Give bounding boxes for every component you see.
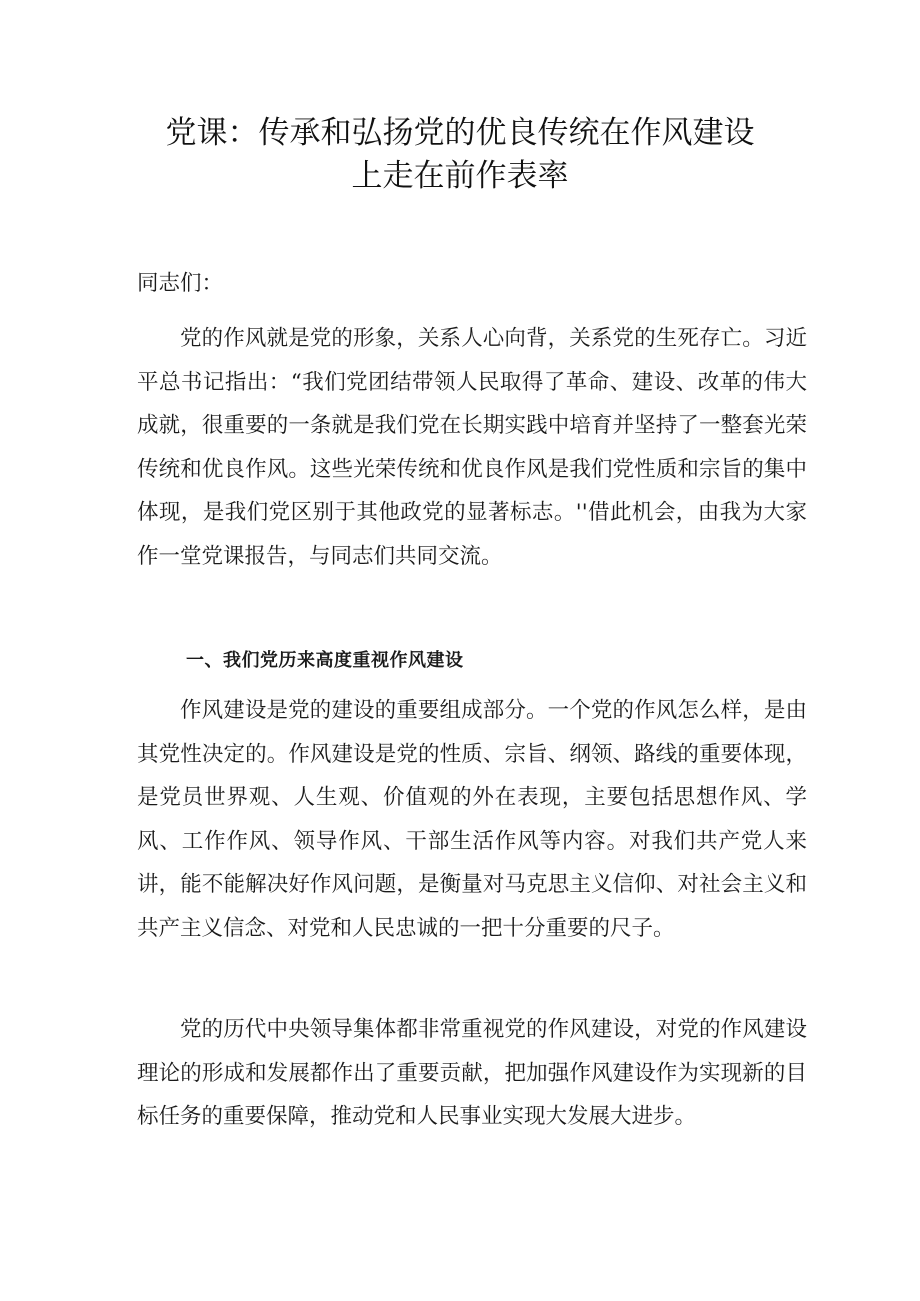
title-line-1: 党课：传承和弘扬党的优良传统在作风建设	[165, 115, 755, 151]
paragraph-intro: 党的作风就是党的形象，关系人心向背，关系党的生死存亡。习近平总书记指出：“我们党团结带领人民取得了革命、建设、改革的伟大成就，很重要的一条就是我们党在长期实践中培育并坚持了一整套光荣传统和优良作风。这些光荣传统和优良作风是我们党性质和宗旨的集中体现，是我们党区别于其他政党的显著标志。''借此机会，由我为大家作一堂党课报告，与同志们共同交流。	[137, 326, 807, 569]
title-line-2: 上走在前作表率	[351, 158, 569, 194]
paragraph-style-building: 作风建设是党的建设的重要组成部分。一个党的作风怎么样，是由其党性决定的。作风建设是党的性质、宗旨、纲领、路线的重要体现，是党员世界观、人生观、价值观的外在表现，主要包括思想作风、学风、工作作风、领导作风、干部生活作风等内容。对我们共产党人来讲，能不能解决好作风问题，是衡量对马克思主义信仰、对社会主义和共产主义信念、对党和人民忠诚的一把十分重要的尺子。	[137, 698, 807, 941]
paragraph-central-leadership: 党的历代中央领导集体都非常重视党的作风建设，对党的作风建设理论的形成和发展都作出了重要贡献，把加强作风建设作为实现新的目标任务的重要保障，推动党和人民事业实现大发展大进步。	[137, 1017, 807, 1129]
section-heading: 一、我们党历来高度重视作风建设	[186, 650, 464, 671]
document-title	[120, 112, 800, 198]
salutation: 同志们：	[137, 271, 224, 296]
